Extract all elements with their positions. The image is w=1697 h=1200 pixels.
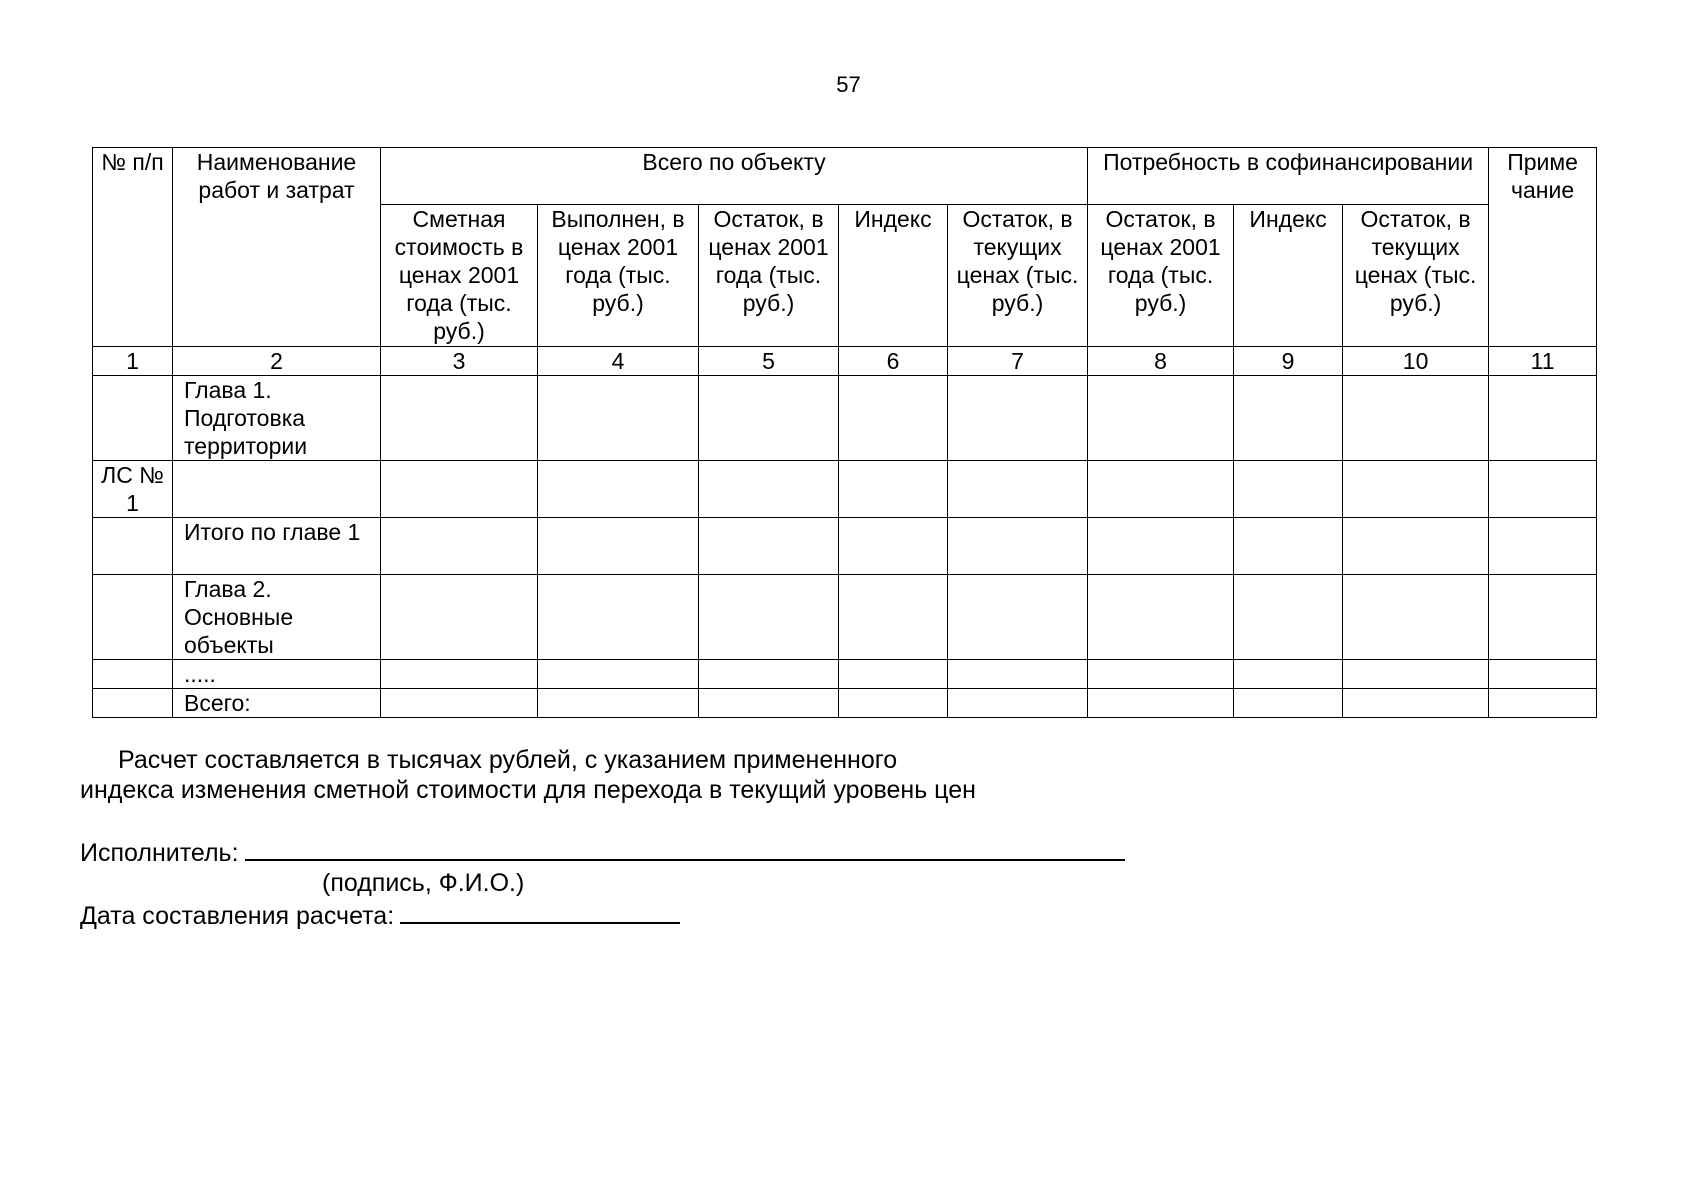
- empty-cell: [839, 689, 948, 718]
- empty-cell: [538, 376, 699, 461]
- empty-cell: [1234, 689, 1343, 718]
- empty-cell: [948, 575, 1088, 660]
- column-numbers-row: [93, 347, 1597, 376]
- empty-cell: [1343, 575, 1489, 660]
- note-line-2: индекса изменения сметной стоимости для перехода в текущий уровень цен: [80, 776, 976, 804]
- empty-cell: [381, 376, 538, 461]
- row-number-cell: [93, 376, 173, 461]
- column-number: 4: [538, 347, 699, 376]
- empty-cell: [1489, 376, 1597, 461]
- empty-cell: [1234, 461, 1343, 518]
- column-number: 10: [1343, 347, 1489, 376]
- row-name-cell: Всего:: [173, 689, 381, 718]
- header-row-1: [93, 148, 1597, 205]
- estimate-table: [92, 147, 1597, 718]
- calculation-note: [80, 745, 1180, 805]
- empty-cell: [381, 689, 538, 718]
- date-label: Дата составления расчета:: [80, 902, 395, 930]
- empty-cell: [381, 575, 538, 660]
- row-name-cell: Итого по главе 1: [173, 518, 381, 575]
- empty-cell: [538, 518, 699, 575]
- executor-signature-field[interactable]: [245, 835, 1125, 861]
- empty-cell: [699, 461, 839, 518]
- column-number: 11: [1489, 347, 1597, 376]
- page-number: 57: [836, 72, 861, 97]
- empty-cell: [1088, 575, 1234, 660]
- empty-cell: [1343, 461, 1489, 518]
- header-cofin-index: Индекс: [1234, 205, 1343, 347]
- table-row: [93, 689, 1597, 718]
- empty-cell: [381, 518, 538, 575]
- row-number-cell: ЛС № 1: [93, 461, 173, 518]
- header-num: № п/п: [93, 148, 173, 347]
- empty-cell: [699, 376, 839, 461]
- empty-cell: [699, 689, 839, 718]
- column-number: 8: [1088, 347, 1234, 376]
- empty-cell: [699, 575, 839, 660]
- empty-cell: [948, 689, 1088, 718]
- empty-cell: [1088, 376, 1234, 461]
- row-name-cell: .....: [173, 660, 381, 689]
- empty-cell: [1489, 518, 1597, 575]
- empty-cell: [948, 376, 1088, 461]
- empty-cell: [948, 660, 1088, 689]
- header-completed: Выполнен, в ценах 2001 года (тыс. руб.): [538, 205, 699, 347]
- header-total-group: Всего по объекту: [381, 148, 1088, 205]
- row-number-cell: [93, 689, 173, 718]
- executor-line: [80, 835, 1125, 868]
- empty-cell: [538, 575, 699, 660]
- header-note: Приме чание: [1489, 148, 1597, 347]
- row-name-cell: Глава 1. Подготовка территории: [173, 376, 381, 461]
- executor-label: Исполнитель:: [80, 839, 239, 867]
- empty-cell: [538, 689, 699, 718]
- row-name-cell: [173, 461, 381, 518]
- header-name: Наименование работ и затрат: [173, 148, 381, 347]
- empty-cell: [1234, 518, 1343, 575]
- empty-cell: [948, 518, 1088, 575]
- header-remainder-current: Остаток, в текущих ценах (тыс. руб.): [948, 205, 1088, 347]
- empty-cell: [839, 376, 948, 461]
- empty-cell: [1343, 518, 1489, 575]
- column-number: 1: [93, 347, 173, 376]
- row-number-cell: [93, 575, 173, 660]
- header-estimated-cost: Сметная стоимость в ценах 2001 года (тыс. руб.): [381, 205, 538, 347]
- empty-cell: [839, 660, 948, 689]
- column-number: 9: [1234, 347, 1343, 376]
- row-number-cell: [93, 518, 173, 575]
- empty-cell: [1489, 689, 1597, 718]
- empty-cell: [1343, 660, 1489, 689]
- empty-cell: [839, 575, 948, 660]
- column-number: 6: [839, 347, 948, 376]
- header-remainder-2001: Остаток, в ценах 2001 года (тыс. руб.): [699, 205, 839, 347]
- column-number: 2: [173, 347, 381, 376]
- empty-cell: [1088, 660, 1234, 689]
- empty-cell: [538, 461, 699, 518]
- empty-cell: [1343, 376, 1489, 461]
- table-row: [93, 660, 1597, 689]
- empty-cell: [1088, 518, 1234, 575]
- empty-cell: [381, 660, 538, 689]
- column-number: 3: [381, 347, 538, 376]
- header-cofin-remainder-current: Остаток, в текущих ценах (тыс. руб.): [1343, 205, 1489, 347]
- note-line-1: Расчет составляется в тысячах рублей, с указанием примененного: [118, 746, 898, 774]
- date-field[interactable]: [400, 898, 680, 924]
- empty-cell: [1343, 689, 1489, 718]
- empty-cell: [1489, 461, 1597, 518]
- executor-caption: (подпись, Ф.И.О.): [322, 869, 525, 897]
- empty-cell: [1489, 660, 1597, 689]
- empty-cell: [381, 461, 538, 518]
- empty-cell: [1234, 660, 1343, 689]
- empty-cell: [1234, 376, 1343, 461]
- header-cofinancing-group: Потребность в софинансировании: [1088, 148, 1489, 205]
- empty-cell: [1088, 461, 1234, 518]
- empty-cell: [538, 660, 699, 689]
- table-row: [93, 518, 1597, 575]
- empty-cell: [839, 518, 948, 575]
- empty-cell: [699, 660, 839, 689]
- empty-cell: [839, 461, 948, 518]
- header-index: Индекс: [839, 205, 948, 347]
- column-number: 5: [699, 347, 839, 376]
- empty-cell: [699, 518, 839, 575]
- row-number-cell: [93, 660, 173, 689]
- date-line: [80, 898, 680, 931]
- empty-cell: [948, 461, 1088, 518]
- empty-cell: [1088, 689, 1234, 718]
- table-row: [93, 461, 1597, 518]
- column-number: 7: [948, 347, 1088, 376]
- header-cofin-remainder-2001: Остаток, в ценах 2001 года (тыс. руб.): [1088, 205, 1234, 347]
- empty-cell: [1489, 575, 1597, 660]
- empty-cell: [1234, 575, 1343, 660]
- table-row: [93, 376, 1597, 461]
- row-name-cell: Глава 2. Основные объекты: [173, 575, 381, 660]
- table-row: [93, 575, 1597, 660]
